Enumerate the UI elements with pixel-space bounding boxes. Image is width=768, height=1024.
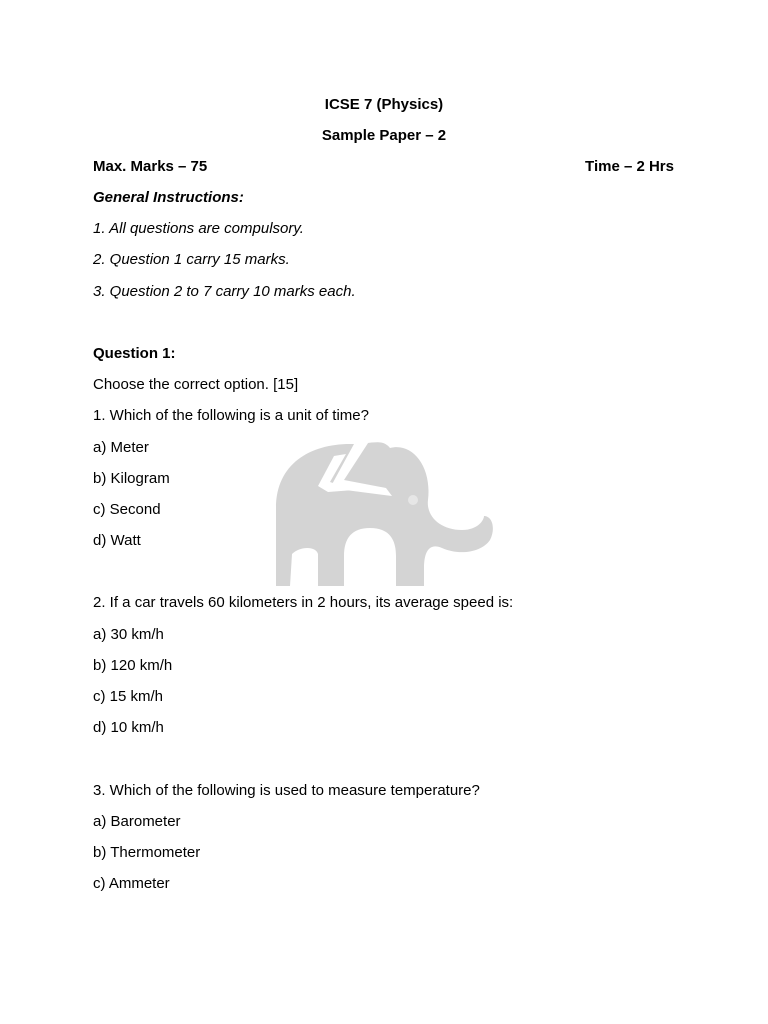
section-prompt: Choose the correct option. [15] (93, 376, 299, 393)
question-text: 2. If a car travels 60 kilometers in 2 hours, its average speed is: (93, 594, 514, 611)
instructions-heading: General Instructions: (93, 189, 244, 206)
answer-option: a) Meter (93, 439, 149, 456)
answer-option: c) Ammeter (93, 875, 170, 892)
time-duration: Time – 2 Hrs (585, 158, 674, 175)
answer-option: b) Kilogram (93, 470, 170, 487)
answer-option: b) Thermometer (93, 844, 201, 861)
instruction-item: 2. Question 1 carry 15 marks. (93, 251, 290, 268)
elephant-icon (270, 436, 500, 594)
paper-subtitle: Sample Paper – 2 (321, 127, 447, 144)
answer-option: a) Barometer (93, 813, 181, 830)
section-heading: Question 1: (93, 345, 176, 362)
answer-option: a) 30 km/h (93, 626, 164, 643)
answer-option: c) 15 km/h (93, 688, 164, 705)
question-text: 3. Which of the following is used to measure temperature? (93, 782, 480, 799)
question-text: 1. Which of the following is a unit of time? (93, 407, 369, 424)
instruction-item: 3. Question 2 to 7 carry 10 marks each. (93, 283, 356, 300)
answer-option: d) 10 km/h (93, 719, 164, 736)
answer-option: b) 120 km/h (93, 657, 173, 674)
answer-option: c) Second (93, 501, 161, 518)
max-marks: Max. Marks – 75 (93, 158, 208, 175)
answer-option: d) Watt (93, 532, 141, 549)
instruction-item: 1. All questions are compulsory. (93, 220, 304, 237)
paper-title: ICSE 7 (Physics) (324, 96, 444, 113)
